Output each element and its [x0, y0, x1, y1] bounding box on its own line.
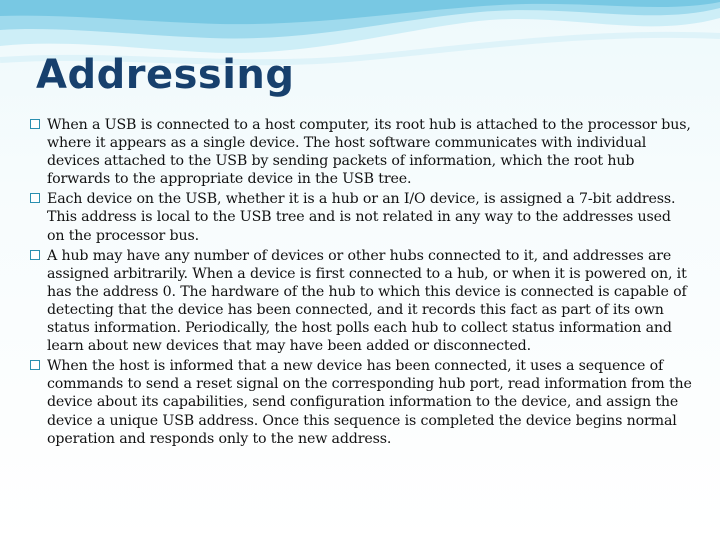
page-title: Addressing	[36, 52, 295, 98]
hollow-square-bullet-icon	[30, 119, 40, 129]
bullet-text: Each device on the USB, whether it is a hub or an I/O device, is assigned a 7-bit address. This address is local to the USB tree and is not related in any way to the addresses used on the processor bus.	[47, 191, 676, 244]
hollow-square-bullet-icon	[30, 360, 40, 370]
bullet-text: When the host is informed that a new device has been connected, it uses a sequence of commands to send a reset signal on the corresponding hub port, read information from the device about its capabilities, send configuration information to the device, and assign the device a unique USB address. Once this sequence is completed the device begins normal operation and responds only to the new address.	[47, 358, 692, 447]
list-item	[30, 116, 692, 188]
list-item	[30, 247, 692, 356]
list-item	[30, 357, 692, 447]
bullet-text: A hub may have any number of devices or other hubs connected to it, and addresses are assigned arbitrarily. When a device is first connected to a hub, or when it is powered on, it has the address 0. The hardware of the hub to which this device is connected is capable of detecting that the device has been connected, and it records this fact as part of its own status information. Periodically, the host polls each hub to collect status information and learn about new devices that may have been added or disconnected.	[47, 247, 687, 355]
hollow-square-bullet-icon	[30, 250, 40, 260]
hollow-square-bullet-icon	[30, 193, 40, 203]
bullet-list	[30, 116, 692, 450]
bullet-text: When a USB is connected to a host computer, its root hub is attached to the processor bus, where it appears as a single device. The host software communicates with individual devices attached to the USB by sending packets of information, which the root hub forwards to the appropriate device in the USB tree.	[47, 117, 691, 188]
list-item	[30, 190, 692, 244]
